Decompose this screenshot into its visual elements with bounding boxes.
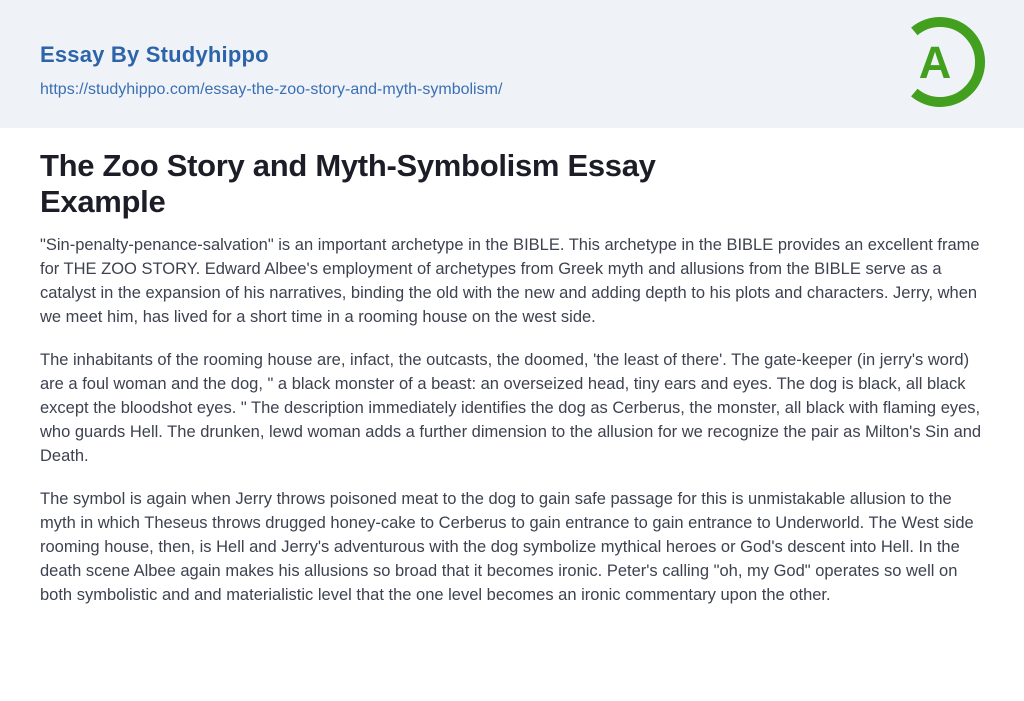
essay-title: The Zoo Story and Myth-Symbolism Essay Example <box>40 148 656 219</box>
essay-paragraph-2: The inhabitants of the rooming house are, infact, the outcasts, the doomed, 'the least of there'. The gate-keeper (in jerry's word) are a foul woman and the dog, " a black monster of a beast: an overseized head, tiny ears and eyes. The dog is black, all black except the bloodshot eyes. " The description immediately identifies the dog as Cerberus, the monster, all black with flaming eyes, who guards Hell. The drunken, lewd woman adds a further dimension to the allusion for we recognize the pair as Milton's Sin and Death. <box>40 351 982 465</box>
essay-paragraph-1: "Sin-penalty-penance-salvation" is an important archetype in the BIBLE. This archetype in the BIBLE provides an excellent frame for THE ZOO STORY. Edward Albee's employment of archetypes from Greek myth and allusions from the BIBLE serve as a catalyst in the expansion of his narratives, binding the old with the new and adding depth to his plots and characters. Jerry, when we meet him, has lived for a short time in a rooming house on the west side. <box>40 236 980 326</box>
header-text-block <box>40 42 502 99</box>
page-url-link[interactable]: https://studyhippo.com/essay-the-zoo-story-and-myth-symbolism/ <box>40 81 503 98</box>
essay-paragraph-3: The symbol is again when Jerry throws poisoned meat to the dog to gain safe passage for this is unmistakable allusion to the myth in which Theseus throws drugged honey-cake to Cerberus to gain entrance to gain entrance to Underworld. The West side rooming house, then, is Hell and Jerry's adventurous with the dog symbolize mythical heroes or God's descent into Hell. In the death scene Albee again makes his allusions so broad that it becomes ironic. Peter's calling "oh, my God" operates so well on both symbolistic and and materialistic level that the one level becomes an ironic commentary upon the other. <box>40 490 974 604</box>
studyhippo-logo <box>894 16 986 108</box>
site-title: Essay By Studyhippo <box>40 42 269 67</box>
page-header <box>0 0 1024 128</box>
logo-svg <box>894 16 986 108</box>
logo-letter: A <box>918 37 952 88</box>
essay-content <box>0 128 1024 607</box>
